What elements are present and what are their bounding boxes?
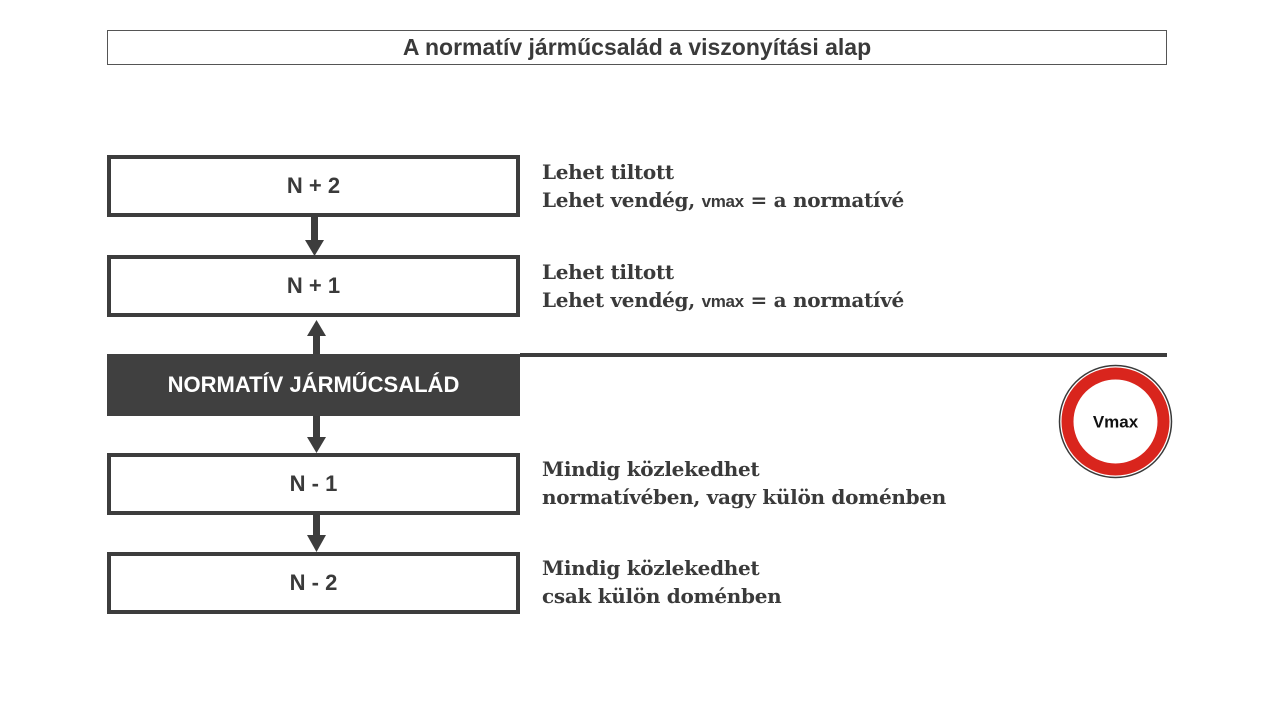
description-n-plus-1-prefix: Lehet vendég, xyxy=(542,288,702,312)
level-label-n-plus-2: N + 2 xyxy=(286,173,341,198)
diagram-title: A normatív járműcsalád a viszonyítási alap xyxy=(107,30,1167,65)
level-box-n-minus-1 xyxy=(107,453,520,515)
vmax-speed-limit-sign-icon xyxy=(1058,364,1173,479)
arrow-n-1-to-n-2 xyxy=(307,513,326,552)
level-label-n-plus-1: N + 1 xyxy=(286,273,341,298)
level-box-n-minus-2 xyxy=(107,552,520,614)
description-n-minus-2-line2: csak külön doménben xyxy=(542,584,782,608)
vmax-term: vmax xyxy=(701,292,744,311)
description-n-plus-1-suffix: = a normatívé xyxy=(743,288,904,312)
description-n-plus-2-line1: Lehet tiltott xyxy=(542,160,674,184)
level-box-n-plus-2 xyxy=(107,155,520,217)
description-n-plus-2 xyxy=(542,158,1142,216)
level-label-n-minus-1: N - 1 xyxy=(289,471,338,496)
description-n-minus-2-line1: Mindig közlekedhet xyxy=(542,556,760,580)
level-box-n-plus-1 xyxy=(107,255,520,317)
vmax-sign-label: Vmax xyxy=(1092,412,1139,432)
description-n-minus-1-line1: Mindig közlekedhet xyxy=(542,457,760,481)
description-n-minus-2 xyxy=(542,554,1142,610)
normative-divider-line xyxy=(520,353,1167,357)
normative-family-label: NORMATÍV JÁRMŰCSALÁD xyxy=(167,372,460,397)
description-n-minus-1 xyxy=(542,455,1142,511)
arrow-n2-to-n1 xyxy=(305,217,324,256)
description-n-plus-1-line1: Lehet tiltott xyxy=(542,260,674,284)
description-n-plus-2-suffix: = a normatívé xyxy=(743,188,904,212)
description-n-minus-1-line2: normatívében, vagy külön doménben xyxy=(542,485,946,509)
normative-family-box xyxy=(107,354,520,416)
arrow-normative-to-n-1 xyxy=(307,415,326,453)
arrow-normative-to-n1 xyxy=(307,320,326,356)
description-n-plus-2-line2 xyxy=(542,186,1142,216)
description-n-plus-1 xyxy=(542,258,1142,316)
description-n-plus-2-prefix: Lehet vendég, xyxy=(542,188,702,212)
vmax-term: vmax xyxy=(701,192,744,211)
level-label-n-minus-2: N - 2 xyxy=(289,570,338,595)
description-n-plus-1-line2 xyxy=(542,286,1142,316)
